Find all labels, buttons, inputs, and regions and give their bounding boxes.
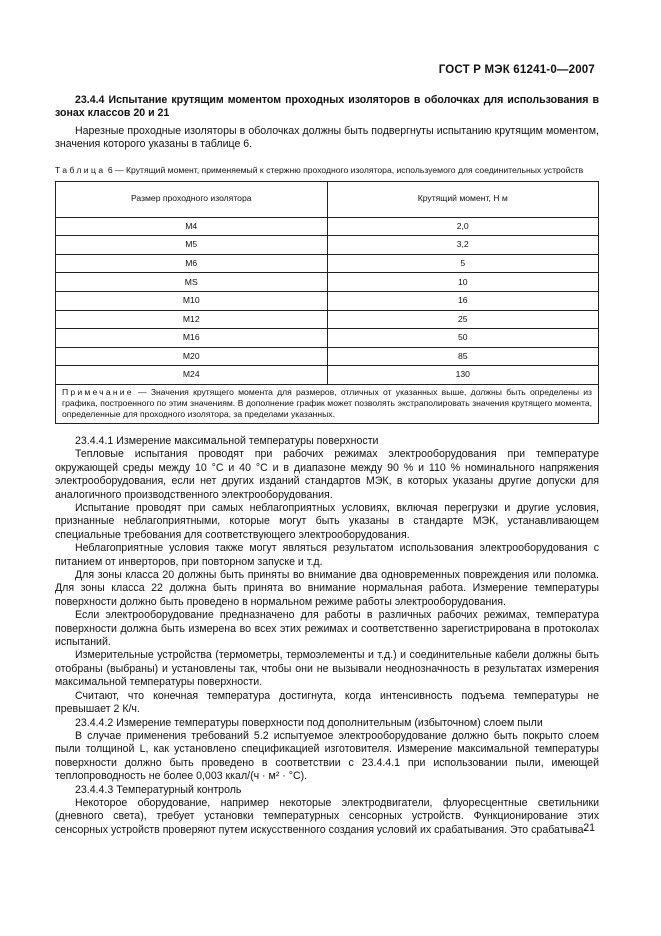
table-row bbox=[56, 254, 599, 273]
document-header: ГОСТ Р МЭК 61241-0—2007 bbox=[438, 64, 595, 76]
table-row bbox=[56, 292, 599, 311]
body-paragraph: Неблагоприятные условия также могут являться результатом использования электрооборудования с питанием от инверторов, при повторном запуске и т.д. bbox=[55, 542, 599, 568]
table-row bbox=[56, 217, 599, 236]
body-paragraph: Для зоны класса 20 должны быть приняты во внимание два одновременных повреждения или поломка. Для зоны класса 22 должна быть принята во внимание нормальная работа. Измерение температуры поверхности должно быть проведено в нормальном режиме работы электрооборудования. bbox=[55, 569, 599, 608]
table-note bbox=[56, 384, 599, 423]
size-cell: M5 bbox=[56, 236, 328, 255]
torque-cell: 50 bbox=[327, 329, 599, 348]
body-paragraph: Тепловые испытания проводят при рабочих режимах электрооборудования при температуре окружающей среды между 10 °С и 40 °С и в диапазоне между 90 % и 110 % номинального напряжения электрооборудования, если нет других изданий стандартов МЭК, в которых указаны другие допуски для аналогичного производственного электрооборудования. bbox=[55, 448, 599, 501]
table-note-text: — Значения крутящего момента для размеров, отличных от указанных выше, должны быть определены из графика, построенного по этим значениям. В дополнение график может позволять экстраполировать значения крутящего момента, определенные для проходного изолятора, за пределами указанных. bbox=[62, 386, 592, 419]
table-row bbox=[56, 273, 599, 292]
size-cell: MS bbox=[56, 273, 328, 292]
size-cell: M24 bbox=[56, 366, 328, 385]
size-cell: M4 bbox=[56, 217, 328, 236]
size-cell: M20 bbox=[56, 347, 328, 366]
table-row bbox=[56, 366, 599, 385]
torque-cell: 3,2 bbox=[327, 236, 599, 255]
table-note-label: Примечание bbox=[62, 386, 134, 397]
intro-paragraph: Нарезные проходные изоляторы в оболочках должны быть подвергнуты испытанию крутящим моментом, значения которого указаны в таблице 6. bbox=[55, 124, 599, 151]
column-header-torque: Крутящий момент, Н м bbox=[327, 181, 599, 217]
table-caption bbox=[55, 165, 599, 176]
size-cell: M16 bbox=[56, 329, 328, 348]
column-header-size: Размер проходного изолятора bbox=[56, 181, 328, 217]
table-row bbox=[56, 236, 599, 255]
table-row bbox=[56, 329, 599, 348]
body-paragraph: Некоторое оборудование, например некоторые электродвигатели, флуоресцентные светильники (дневного света), требует установки температурных сенсорных устройств. Функционирование этих сенсорных устройств проверяют путем искусственного создания условий их срабатывания. Это срабатыва- bbox=[55, 796, 599, 836]
torque-cell: 10 bbox=[327, 273, 599, 292]
torque-cell: 5 bbox=[327, 254, 599, 273]
torque-cell: 25 bbox=[327, 310, 599, 329]
size-cell: M12 bbox=[56, 310, 328, 329]
torque-cell: 2,0 bbox=[327, 217, 599, 236]
body-paragraph: Измерительные устройства (термометры, термоэлементы и т.д.) и соединительные кабели должны быть отобраны (выбраны) и установлены так, чтобы они не вызывали неоднозначность в результатах измерения максимальной температуры поверхности. bbox=[55, 649, 599, 689]
table-row bbox=[56, 310, 599, 329]
torque-cell: 130 bbox=[327, 366, 599, 385]
page-content bbox=[55, 94, 599, 837]
size-cell: M10 bbox=[56, 292, 328, 311]
table-row bbox=[56, 347, 599, 366]
torque-table bbox=[55, 181, 599, 424]
body-paragraph: Испытание проводят при самых неблагоприятных условиях, включая перегрузки и другие условия, признанные неблагоприятными, которые могут быть указаны в стандарте МЭК, устанавливающем специальные требования для соответствующего электрооборудования. bbox=[55, 502, 599, 541]
subsection-title-23-4-4-3: 23.4.4.3 Температурный контроль bbox=[75, 783, 242, 796]
body-paragraph: В случае применения требований 5.2 испытуемое электрооборудование должно быть покрыто слоем пыли толщиной L, как установлено спецификацией изготовителя. Измерение максимальной температуры поверхности должно быть проведено в соответствии с 23.4.4.1 при использовании пыли, имеющей теплопроводность не более 0,003 ккал/(ч · м² · °С). bbox=[55, 729, 599, 783]
torque-cell: 85 bbox=[327, 347, 599, 366]
table-header-row bbox=[56, 181, 599, 217]
table-caption-text: 6 — Крутящий момент, применяемый к стержню проходного изолятора, используемого для соединительных устройств bbox=[105, 164, 584, 175]
section-title: 23.4.4 Испытание крутящим моментом проходных изоляторов в оболочках для использования в зонах классов 20 и 21 bbox=[55, 94, 599, 120]
body-paragraph: Если электрооборудование предназначено для работы в различных рабочих режимах, температура поверхности должна быть измерена во всех этих режимах и соответственно зарегистрирована в протоколах испытаний. bbox=[55, 609, 599, 649]
subsection-title-23-4-4-1: 23.4.4.1 Измерение максимальной температуры поверхности bbox=[75, 434, 379, 447]
body-paragraph: Считают, что конечная температура достигнута, когда интенсивность подъема температуры не превышает 2 К/ч. bbox=[55, 689, 599, 716]
size-cell: M6 bbox=[56, 254, 328, 273]
subsection-title-23-4-4-2: 23.4.4.2 Измерение температуры поверхности под дополнительным (избыточном) слоем пыли bbox=[75, 716, 543, 729]
table-caption-label: Таблица bbox=[55, 164, 106, 175]
torque-cell: 16 bbox=[327, 292, 599, 311]
table-note-row bbox=[56, 384, 599, 423]
page-number: 21 bbox=[583, 822, 595, 834]
